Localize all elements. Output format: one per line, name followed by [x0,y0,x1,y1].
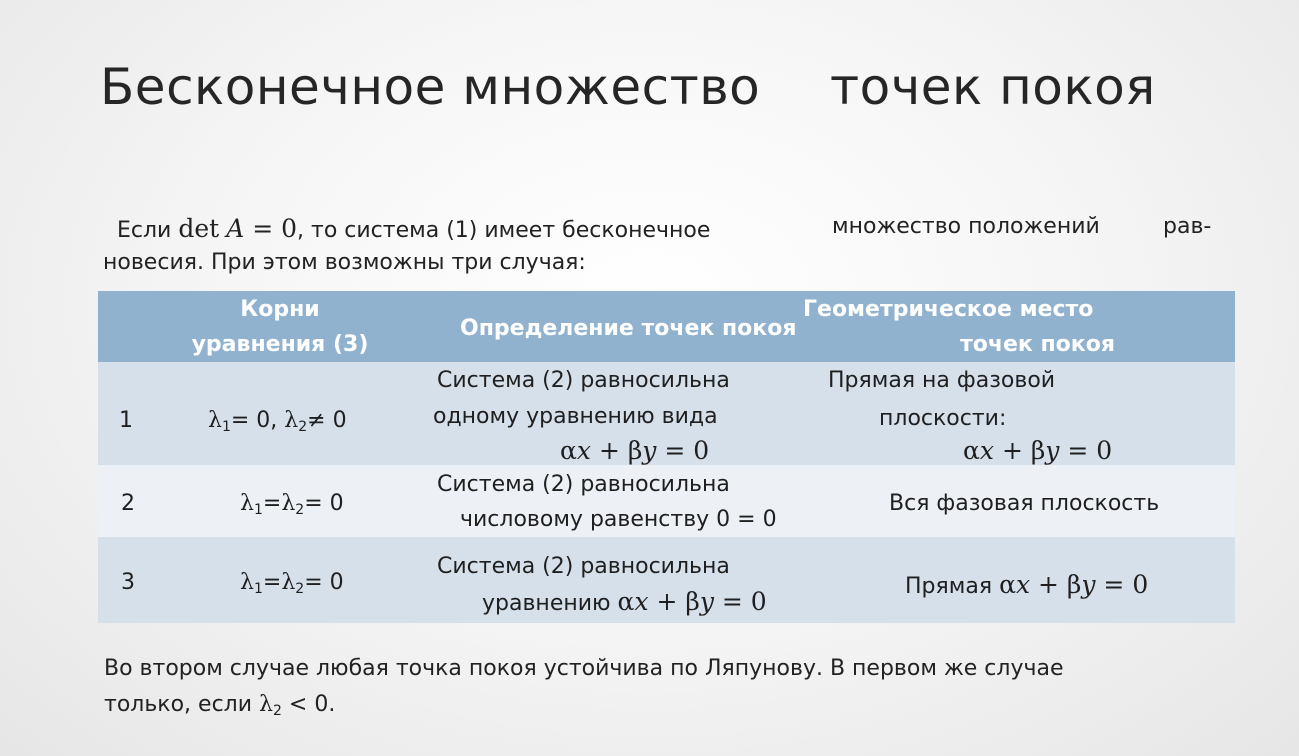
intro-line-1-continued: множество положений [832,214,1100,239]
row-3-geom [905,570,1148,599]
var-x: x [979,436,994,465]
page-title [100,58,760,116]
alpha-symbol: α [560,436,577,465]
plus-sign: + [591,436,628,465]
lambda-symbol: λ [240,491,254,516]
subscript: 1 [253,502,263,518]
row-2-number: 2 [121,491,135,516]
alpha-symbol: α [999,570,1016,599]
var-y: y [1081,570,1096,599]
row-2-def-line1: Система (2) равносильна [437,472,730,497]
subscript: 2 [295,502,305,518]
root-value: ≠ 0 [307,408,347,433]
plus-sign: + [648,587,686,616]
conclusion-suffix: < 0. [281,692,336,717]
var-y: y [1045,436,1060,465]
header-roots-line2: уравнения (3) [191,332,369,357]
header-roots-line1: Корни [240,297,320,322]
row-1-def-line2: одному уравнению вида [433,404,718,429]
equals-zero: = 0 [656,436,710,465]
conclusion-prefix: только, если [104,692,260,717]
row-3-number: 3 [121,570,135,595]
conclusion-line-2 [104,692,335,719]
var-x: x [1015,570,1031,599]
subscript: 1 [221,419,231,435]
header-geom-line1: Геометрическое место [803,297,1094,322]
intro-line-2: новесия. При этом возможны три случая: [103,250,586,275]
beta-symbol: β [1030,436,1046,465]
row-3-roots [240,570,344,597]
lambda-symbol: λ [208,408,222,433]
var-x: x [634,587,649,616]
subscript: 1 [253,581,263,597]
plus-sign: + [994,436,1031,465]
row-1-def-formula [560,436,709,465]
lambda-symbol: λ [240,570,254,595]
beta-symbol: β [685,587,700,616]
det-symbol: det [178,214,220,243]
plus-sign: + [1030,570,1067,599]
alpha-symbol: α [617,587,635,616]
row-3-def-line1: Система (2) равносильна [437,554,730,579]
var-y: y [642,436,657,465]
header-geom-line2: точек покоя [960,332,1115,357]
var-y: y [699,587,714,616]
row-2-geom: Вся фазовая плоскость [889,491,1160,516]
lambda-symbol: λ [281,570,296,595]
beta-symbol: β [1066,570,1082,599]
intro-line-1-tail: рав- [1163,214,1212,239]
root-value: = 0, [230,408,285,433]
det-equals: = 0 [244,214,298,243]
row-1-roots [208,408,347,435]
conclusion-line-1: Во втором случае любая точка покоя устойчива по Ляпунову. В первом же случае [104,656,1064,681]
root-value: = [262,491,282,516]
root-value: = [262,570,282,595]
row-2-def-line2: числовому равенству 0 = 0 [460,507,777,532]
beta-symbol: β [627,436,643,465]
var-x: x [576,436,591,465]
subscript: 2 [272,703,282,719]
equals-zero: = 0 [1095,570,1149,599]
row-1-geom-line1: Прямая на фазовой [828,368,1056,393]
matrix-a: A [226,214,245,243]
intro-prefix: Если [117,218,179,243]
row-3-def-line2 [482,587,767,616]
lambda-symbol: λ [259,692,273,717]
intro-middle: , то система (1) имеет бесконечное [297,218,711,243]
subscript: 2 [298,419,308,435]
intro-line-1 [117,214,710,243]
root-value: = 0 [304,491,344,516]
lambda-symbol: λ [281,491,296,516]
row-1-geom-line2: плоскости: [879,406,1007,431]
lambda-symbol: λ [284,408,299,433]
row-2-roots [240,491,344,518]
alpha-symbol: α [963,436,980,465]
title-part-1: Бесконечное множество [100,58,761,116]
root-value: = 0 [304,570,344,595]
row-1-geom-formula [963,436,1112,465]
row-3-geom-prefix: Прямая [905,574,1000,599]
row-3-def-prefix: уравнению [482,591,618,616]
row-1-def-line1: Система (2) равносильна [437,368,730,393]
equals-zero: = 0 [1059,436,1113,465]
subscript: 2 [295,581,305,597]
equals-zero: = 0 [713,587,767,616]
row-1-number: 1 [119,408,133,433]
title-part-2: точек покоя [830,58,1156,116]
header-definition: Определение точек покоя [460,316,797,341]
page-title-continued [830,58,1156,116]
